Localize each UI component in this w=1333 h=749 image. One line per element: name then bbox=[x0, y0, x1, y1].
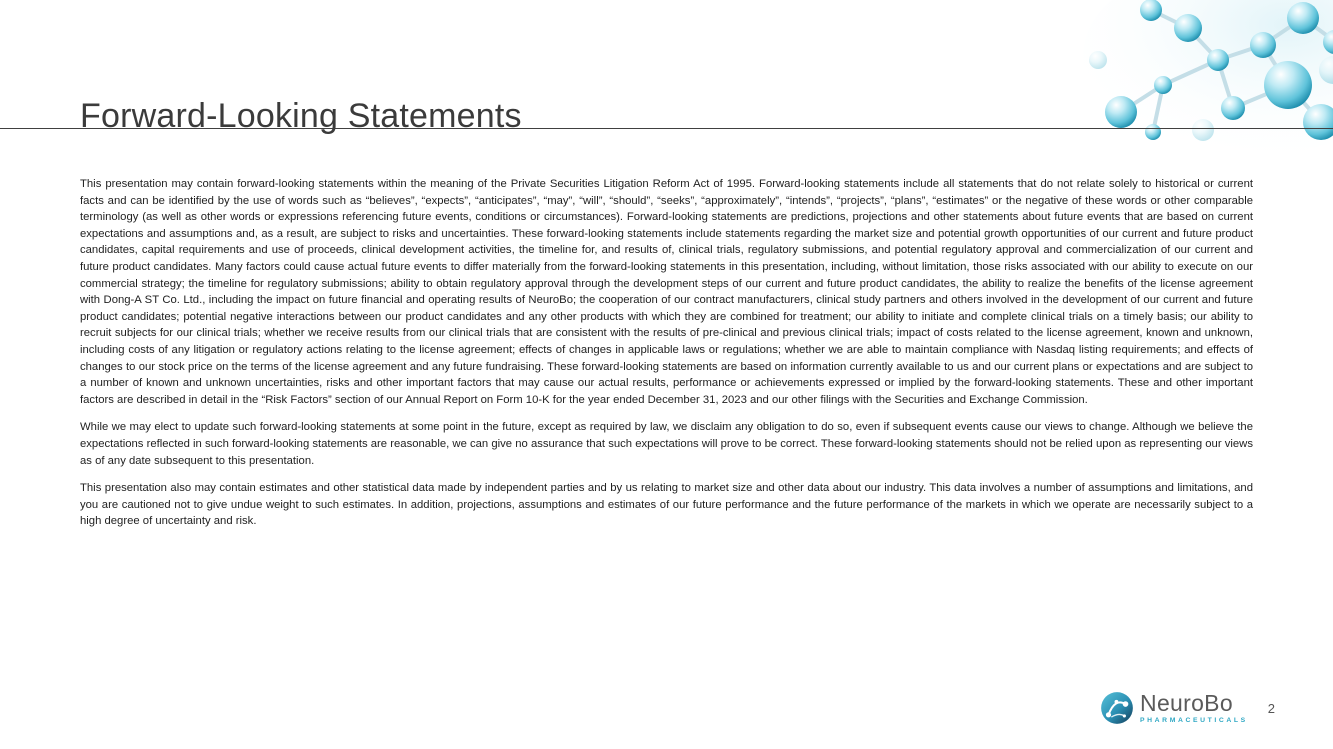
page-title: Forward-Looking Statements bbox=[80, 96, 522, 135]
disclaimer-paragraph-3: This presentation also may contain estimates and other statistical data made by independent parties and by us relating to market size and other data about our industry. This data involves a number of assumptions and limitations, and you are cautioned not to give undue weight to such estimates. In addition, projections, assumptions and estimates of our future performance and the future performance of the markets in which we operate are necessarily subject to a high degree of uncertainty and risk. bbox=[80, 482, 1253, 528]
logo-subtitle: PHARMACEUTICALS bbox=[1140, 716, 1248, 724]
disclaimer-paragraph-1: This presentation may contain forward-looking statements within the meaning of the Private Securities Litigation Reform Act of 1995. Forward-looking statements include all statements that do not relate solely to historical or current facts and can be identified by the use of words such as “believes”, “expects”, “anticipates”, “may”, “will”, “should”, “seeks”, “approximately”, “intends”, “projects”, “plans”, “estimates” or the negative of these words or other comparable terminology (as well as other words or expressions referencing future events, conditions or circumstances). Forward-looking statements are predictions, projections and other statements about future events that are based on current expectations and assumptions and, as a result, are subject to risks and uncertainties. These forward-looking statements include statements regarding the market size and potential growth opportunities of our current and future product candidates, capital requirements and use of proceeds, clinical development activities, the timeline for, and results of, clinical trials, regulatory submissions, and potential regulatory approval and commercialization of our current and future product candidates. Many factors could cause actual future events to differ materially from the forward-looking statements in this presentation, including, without limitation, those risks associated with our ability to execute on our commercial strategy; the timeline for regulatory submissions; ability to obtain regulatory approval through the development steps of our current and future product candidates, the ability to realize the benefits of the license agreement with Dong-A ST Co. Ltd., including the impact on future financial and operating results of NeuroBo; the cooperation of our contract manufacturers, clinical study partners and others involved in the development of our current and future product candidates; potential negative interactions between our product candidates and any other products with which they are combined for treatment; our ability to initiate and complete clinical trials on a timely basis; our ability to recruit subjects for our clinical trials; whether we receive results from our clinical trials that are consistent with the results of pre-clinical and previous clinical trials; impact of costs related to the license agreement, known and unknown, including costs of any litigation or regulatory actions relating to the license agreement; effects of changes in applicable laws or regulations; whether we are able to maintain compliance with Nasdaq listing requirements; and effects of changes to our stock price on the terms of the license agreement and any future fundraising. These forward-looking statements are based on information currently available to us and our current plans or expectations and are subject to a number of known and unknown uncertainties, risks and other important factors that may cause our actual results, performance or achievements expressed or implied by the forward-looking statements. These and other important factors are described in detail in the “Risk Factors” section of our Annual Report on Form 10-K for the year ended December 31, 2023 and our other filings with the Securities and Exchange Commission. bbox=[80, 178, 1253, 406]
neurobo-logo-icon bbox=[1100, 691, 1134, 725]
neurobo-logo bbox=[1100, 691, 1248, 725]
logo-name: NeuroBo bbox=[1140, 689, 1233, 716]
neurobo-logo-text bbox=[1140, 689, 1248, 725]
title-divider bbox=[0, 128, 1333, 129]
slide-footer bbox=[1100, 691, 1275, 725]
disclaimer-text bbox=[80, 176, 1253, 541]
page-number: 2 bbox=[1267, 700, 1275, 716]
disclaimer-paragraph-2: While we may elect to update such forward-looking statements at some point in the future, except as required by law, we disclaim any obligation to do so, even if subsequent events cause our views to change. Although we believe the expectations reflected in such forward-looking statements are reasonable, we can give no assurance that such expectations will prove to be correct. These forward-looking statements should not be relied upon as representing our views as of any date subsequent to this presentation. bbox=[80, 421, 1253, 467]
